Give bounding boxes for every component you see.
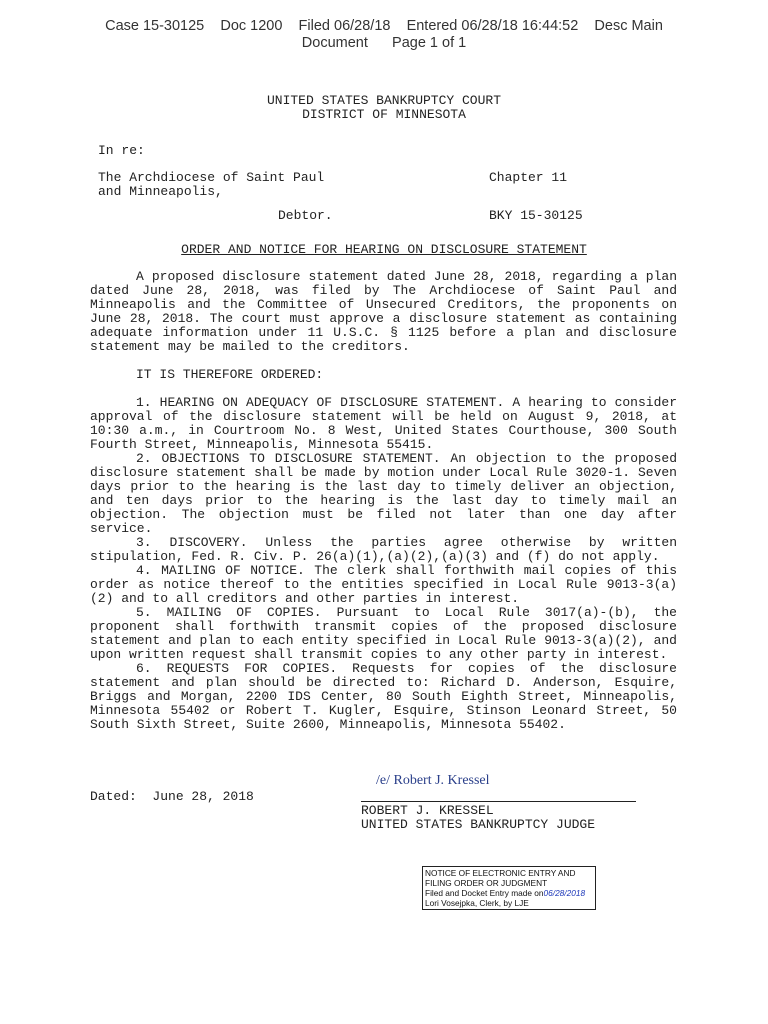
notice-line3-prefix: Filed and Docket Entry made on: [425, 888, 544, 898]
dated-line: Dated: June 28, 2018: [90, 789, 254, 804]
notice-line1: NOTICE OF ELECTRONIC ENTRY AND: [425, 868, 576, 878]
court-name: UNITED STATES BANKRUPTCY COURT: [266, 93, 502, 108]
judge-title: UNITED STATES BANKRUPTCY JUDGE: [361, 817, 596, 832]
order-item-objections: 2. OBJECTIONS TO DISCLOSURE STATEMENT. An objection to the proposed disclosure statement shall be made by motion under Local Rule 3020-1. Seven days prior to the hearing is the last day to timely deliver an objection, and ten days prior to the hearing is the last day to timely mail an objection. The objection must be filed not later than one day after service.: [90, 451, 677, 536]
debtor-name-line2: and Minneapolis,: [98, 184, 223, 199]
electronic-entry-notice-box: [422, 866, 596, 910]
judge-signature-block: [361, 804, 595, 832]
order-item-mailing-notice: 4. MAILING OF NOTICE. The clerk shall forthwith mail copies of this order as notice thereof to the entities specified in Local Rule 9013-3(a)(2) and to all creditors and other parties in interest.: [90, 563, 677, 606]
debtor-name-line1: The Archdiocese of Saint Paul: [98, 170, 325, 185]
order-item-hearing: 1. HEARING ON ADEQUACY OF DISCLOSURE STATEMENT. A hearing to consider approval of the disclosure statement will be held on August 9, 2018, at 10:30 a.m., in Courtroom No. 8 West, United States Courthouse, 300 South Fourth Street, Minneapolis, Minnesota 55415.: [90, 395, 677, 452]
signature-rule: [361, 801, 636, 802]
order-item-requests: 6. REQUESTS FOR COPIES. Requests for copies of the disclosure statement and plan should be directed to: Richard D. Anderson, Esquire, Briggs and Morgan, 2200 IDS Center, 80 South Eighth Street, Minneapolis, Minnesota 55402 or Robert T. Kugler, Esquire, Stinson Leonard Street, 50 South Sixth Street, Suite 2600, Minneapolis, Minnesota 55402.: [90, 661, 677, 732]
debtor-label: Debtor.: [278, 208, 333, 223]
debtor-name: [98, 171, 324, 199]
order-item-mailing-copies: 5. MAILING OF COPIES. Pursuant to Local Rule 3017(a)-(b), the proponent shall forthwith transmit copies of the proposed disclosure statement and plan to each entity specified in Local Rule 9013-3(a)(2), and upon written request shall transmit copies to any other party in interest.: [90, 605, 677, 662]
filing-stamp-header: [0, 18, 768, 52]
filing-stamp-line2: Document Page 1 of 1: [301, 35, 467, 51]
notice-line2: FILING ORDER OR JUDGMENT: [425, 878, 548, 888]
electronic-signature: /e/ Robert J. Kressel: [376, 773, 490, 788]
order-title: ORDER AND NOTICE FOR HEARING ON DISCLOSURE STATEMENT: [181, 242, 587, 257]
court-heading: [0, 94, 768, 122]
order-item-discovery: 3. DISCOVERY. Unless the parties agree otherwise by written stipulation, Fed. R. Civ. P. 26(a)(1),(a)(2),(a)(3) and (f) do not apply.: [90, 535, 677, 564]
notice-line4: Lori Vosejpka, Clerk, by LJE: [425, 898, 529, 908]
court-district: DISTRICT OF MINNESOTA: [302, 107, 466, 122]
judge-name: ROBERT J. KRESSEL: [361, 803, 494, 818]
chapter-label: Chapter 11: [489, 170, 568, 185]
notice-entry-date: 06/28/2018: [543, 888, 586, 898]
filing-stamp-line1: Case 15-30125 Doc 1200 Filed 06/28/18 Entered 06/28/18 16:44:52 Desc Main: [105, 18, 663, 34]
intro-paragraph: A proposed disclosure statement dated June 28, 2018, regarding a plan dated June 28, 2018, was filed by The Archdiocese of Saint Paul and Minneapolis and the Committee of Unsecured Creditors, the proponents on June 28, 2018. The court must approve a disclosure statement as containing adequate information under 11 U.S.C. § 1125 before a plan and disclosure statement may be mailed to the creditors.: [90, 269, 677, 354]
notice-line3: [425, 888, 593, 898]
order-body: [90, 270, 677, 732]
ordered-heading: IT IS THEREFORE ORDERED:: [136, 367, 324, 382]
in-re-label: In re:: [98, 143, 145, 158]
case-number: BKY 15-30125: [489, 208, 583, 223]
